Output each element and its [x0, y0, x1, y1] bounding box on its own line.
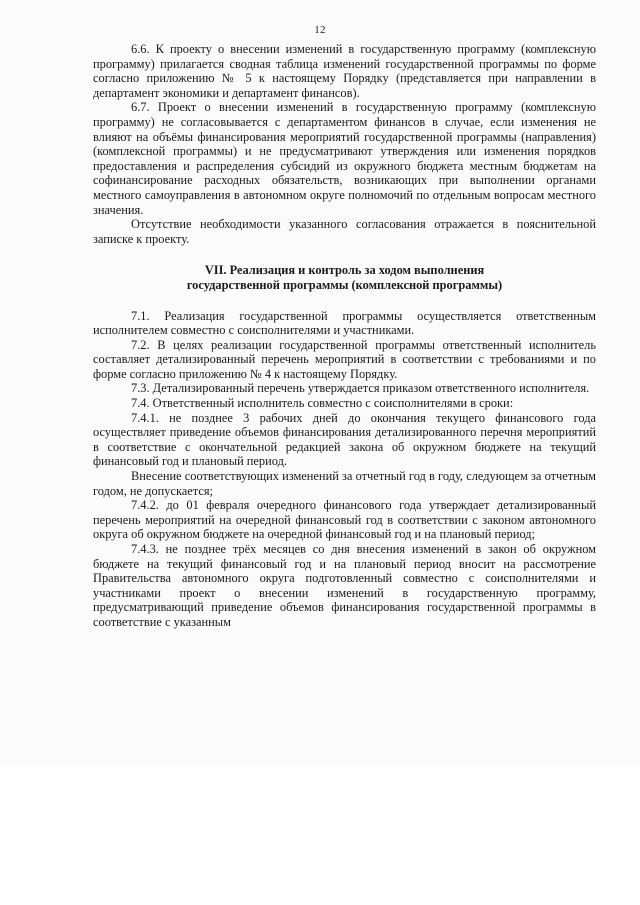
paragraph-7-3: 7.3. Детализированный перечень утверждается приказом ответственного исполнителя. — [131, 381, 590, 396]
paragraph-7-1: 7.1. Реализация государственной программы осуществляется ответственным исполнителем совместно с соисполнителями и участниками. — [93, 308, 596, 338]
section-heading-line-2: государственной программы (комплексной программы) — [186, 277, 503, 292]
paragraph-7-4-1: 7.4.1. не позднее 3 рабочих дней до окончания текущего финансового года осуществляет приведение объемов финансирования детализированного перечня мероприятий в соответствие с окончательной редакцией закона об окружном бюджете на текущий финансовый год и плановый период. — [93, 410, 596, 469]
paragraph-changes-note: Внесение соответствующих изменений за отчетный год в году, следующем за отчетным годом, не допускается; — [93, 469, 596, 498]
paragraph-6-6: 6.6. К проекту о внесении изменений в государственную программу (комплексную программу) прилагается сводная таблица изменений государственной программы по форме согласно приложению № 5 к настоящему Порядку (представляется при направлении в департамент экономики и департамент финансов). — [93, 42, 596, 100]
document-body — [93, 42, 596, 630]
section-heading-line-1: VII. Реализация и контроль за ходом выполнения — [204, 263, 485, 278]
paragraph-6-7: 6.7. Проект о внесении изменений в государственную программу (комплексную программу) не согласовывается с департаментом финансов в случае, если изменения не влияют на объёмы финансирования мероприятий государственной программы (направления) (комплексной программы) и не предусматривают утверждения или изменения порядков предоставления и распределения субсидий из окружного бюджета местным бюджетам на софинансирование расходных обязательств, возникающих при выполнении органами местного самоуправления в автономном округе полномочий по отдельным вопросам местного значения. — [93, 100, 596, 217]
page-number: 12 — [314, 24, 326, 36]
paragraph-7-4-3: 7.4.3. не позднее трёх месяцев со дня внесения изменений в закон об окружном бюджете на текущий финансовый год и на плановый период вносит на рассмотрение Правительства автономного округа подготовленный совместно с соисполнителями и участниками проект о внесении изменений в государственную программу, предусматривающий приведение объемов финансирования государственной программы в соответствие с указанным — [93, 542, 596, 629]
paragraph-7-4-2: 7.4.2. до 01 февраля очередного финансового года утверждает детализированный перечень мероприятий на очередной финансовый год в соответствии с законом автономного округа об окружном бюджете на очередной финансовый год и на плановый период; — [93, 498, 596, 542]
section-heading — [93, 263, 596, 292]
blank-area — [0, 766, 640, 905]
paragraph-no-approval-note: Отсутствие необходимости указанного согласования отражается в пояснительной записке к проекту. — [93, 217, 596, 246]
paragraph-7-4: 7.4. Ответственный исполнитель совместно с соисполнителями в сроки: — [131, 396, 514, 411]
paragraph-7-2: 7.2. В целях реализации государственной программы ответственный исполнитель составляет детализированный перечень мероприятий в соответствии с требованиями и по форме согласно приложению № 4 к настоящему Порядку. — [93, 337, 596, 381]
